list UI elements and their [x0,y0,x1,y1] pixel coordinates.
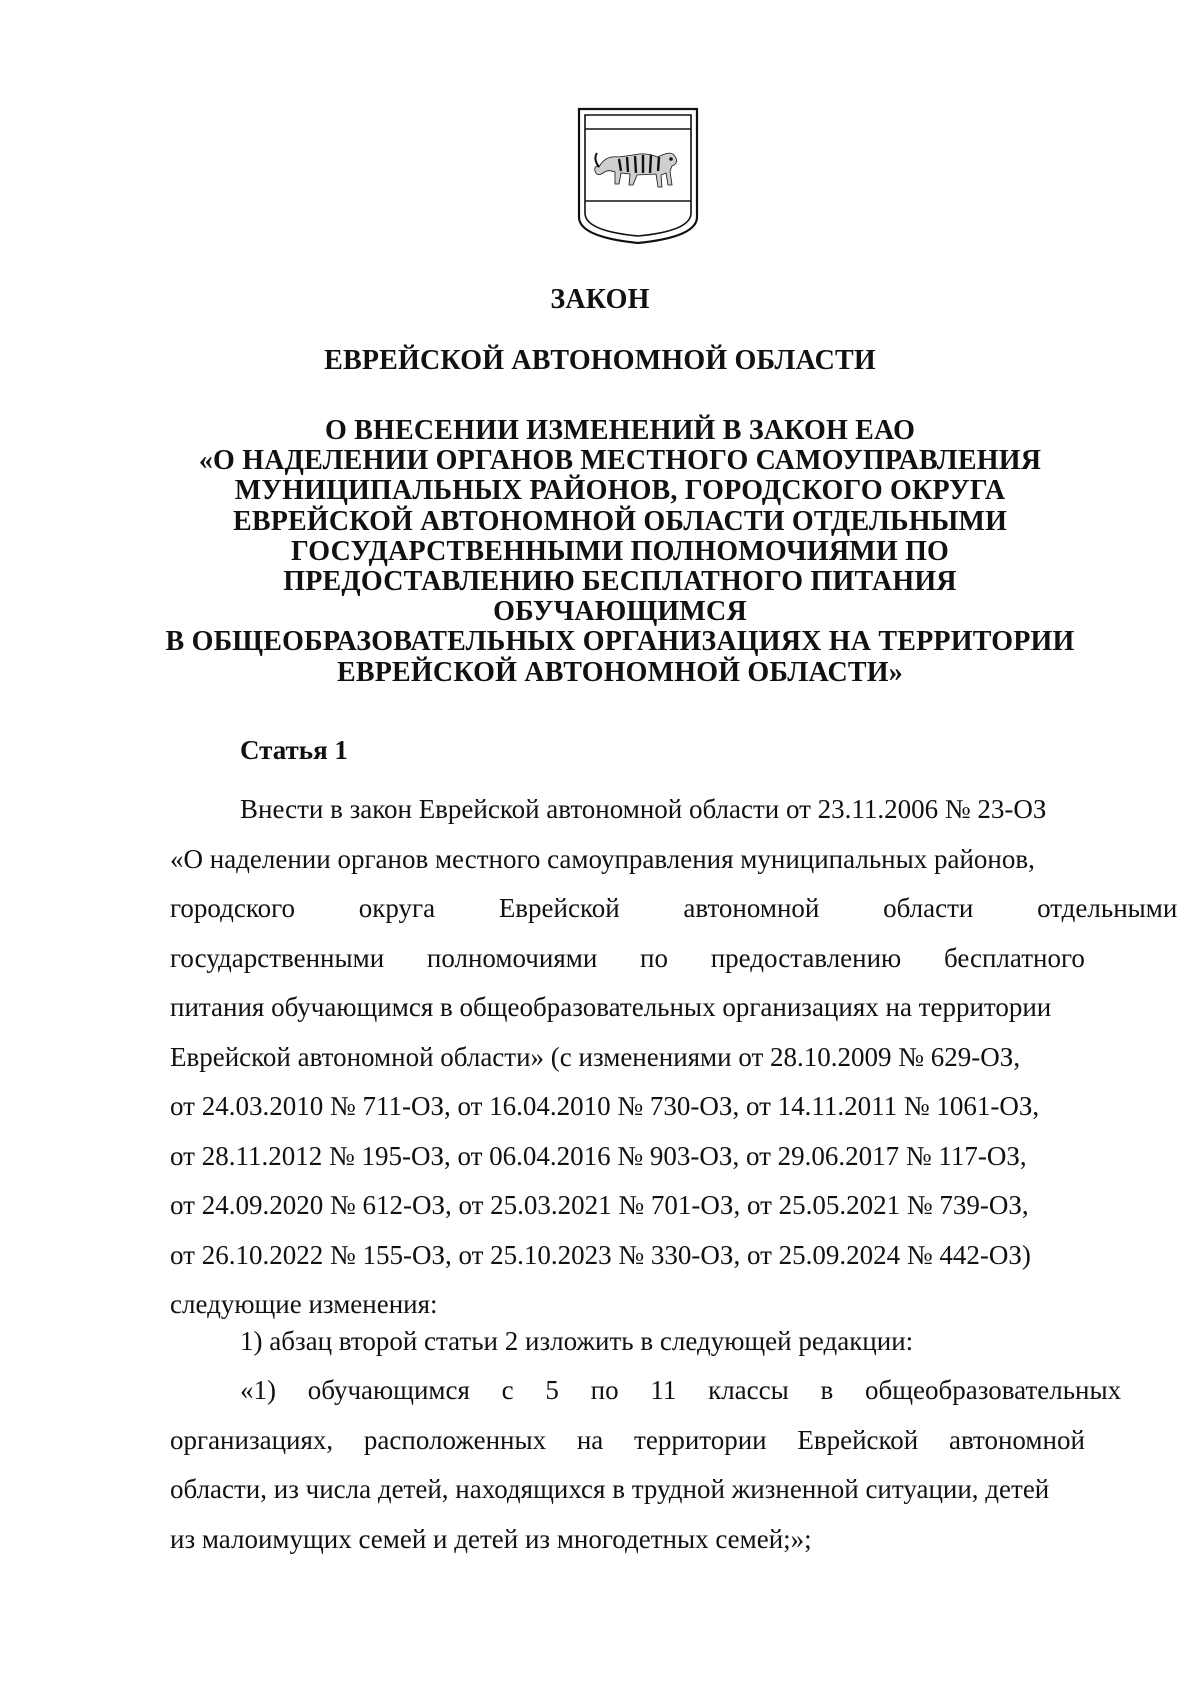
paragraph-line: от 28.11.2012 № 195-ОЗ, от 06.04.2016 № 903-ОЗ, от 29.06.2017 № 117-ОЗ, [170,1140,1027,1171]
paragraph-line: от 24.03.2010 № 711-ОЗ, от 16.04.2010 № 730-ОЗ, от 14.11.2011 № 1061-ОЗ, [170,1091,1040,1121]
article-heading: Статья 1 [240,735,348,765]
law-title [160,416,1080,688]
paragraph-line: «1) обучающимся с 5 по 11 классы в общеобразовательных [240,1375,1122,1405]
law-title-line: О ВНЕСЕНИИ ИЗМЕНЕНИЙ В ЗАКОН ЕАО [324,415,916,446]
coat-of-arms-emblem [575,105,701,245]
paragraph-line: от 24.09.2020 № 612-ОЗ, от 25.03.2021 № 701-ОЗ, от 25.05.2021 № 739-ОЗ, [170,1190,1029,1220]
law-title-line: МУНИЦИПАЛЬНЫХ РАЙОНОВ, ГОРОДСКОГО ОКРУГА [234,475,1006,507]
paragraph-line: «О наделении органов местного самоуправления муниципальных районов, [170,843,1035,874]
paragraph-line: Внести в закон Еврейской автономной области от 23.11.2006 № 23-ОЗ [240,794,1047,824]
paragraph-line: организациях, расположенных на территории Еврейской автономной [170,1424,1085,1455]
paragraph-line: следующие изменения: [170,1289,438,1319]
paragraph-line: городского округа Еврейской автономной области отдельными [170,893,1178,923]
region-heading: ЕВРЕЙСКОЙ АВТОНОМНОЙ ОБЛАСТИ [324,345,876,376]
document-type-heading: ЗАКОН [550,284,650,315]
law-title-line: ГОСУДАРСТВЕННЫМИ ПОЛНОМОЧИЯМИ ПО [290,535,950,567]
paragraph-line: от 26.10.2022 № 155-ОЗ, от 25.10.2023 № 330-ОЗ, от 25.09.2024 № 442-ОЗ) [170,1239,1031,1270]
law-title-line: ЕВРЕЙСКОЙ АВТОНОМНОЙ ОБЛАСТИ ОТДЕЛЬНЫМИ [232,505,1008,537]
paragraph-line: из малоимущих семей и детей из многодетных семей;»; [170,1523,812,1554]
paragraph-line: Еврейской автономной области» (с изменениями от 28.10.2009 № 629-ОЗ, [170,1041,1021,1072]
paragraph-line: 1) абзац второй статьи 2 изложить в следующей редакции: [240,1326,914,1356]
paragraph-line: государственными полномочиями по предоставлению бесплатного [170,942,1085,973]
amendment-item-1-text [170,1366,1122,1564]
paragraph-line: питания обучающимся в общеобразовательных организациях на территории [170,992,1052,1022]
law-title-line: В ОБЩЕОБРАЗОВАТЕЛЬНЫХ ОРГАНИЗАЦИЯХ НА ТЕРРИТОРИИ [165,626,1075,658]
article-intro-paragraph [170,785,1178,1330]
law-title-line: «О НАДЕЛЕНИИ ОРГАНОВ МЕСТНОГО САМОУПРАВЛЕНИЯ [198,445,1042,477]
paragraph-line: области, из числа детей, находящихся в трудной жизненной ситуации, детей [170,1474,1050,1504]
amendment-item-1 [170,1317,1112,1367]
law-title-line: ЕВРЕЙСКОЙ АВТОНОМНОЙ ОБЛАСТИ» [337,656,903,688]
law-title-line: ПРЕДОСТАВЛЕНИЮ БЕСПЛАТНОГО ПИТАНИЯ ОБУЧАЮЩИМСЯ [283,566,957,628]
